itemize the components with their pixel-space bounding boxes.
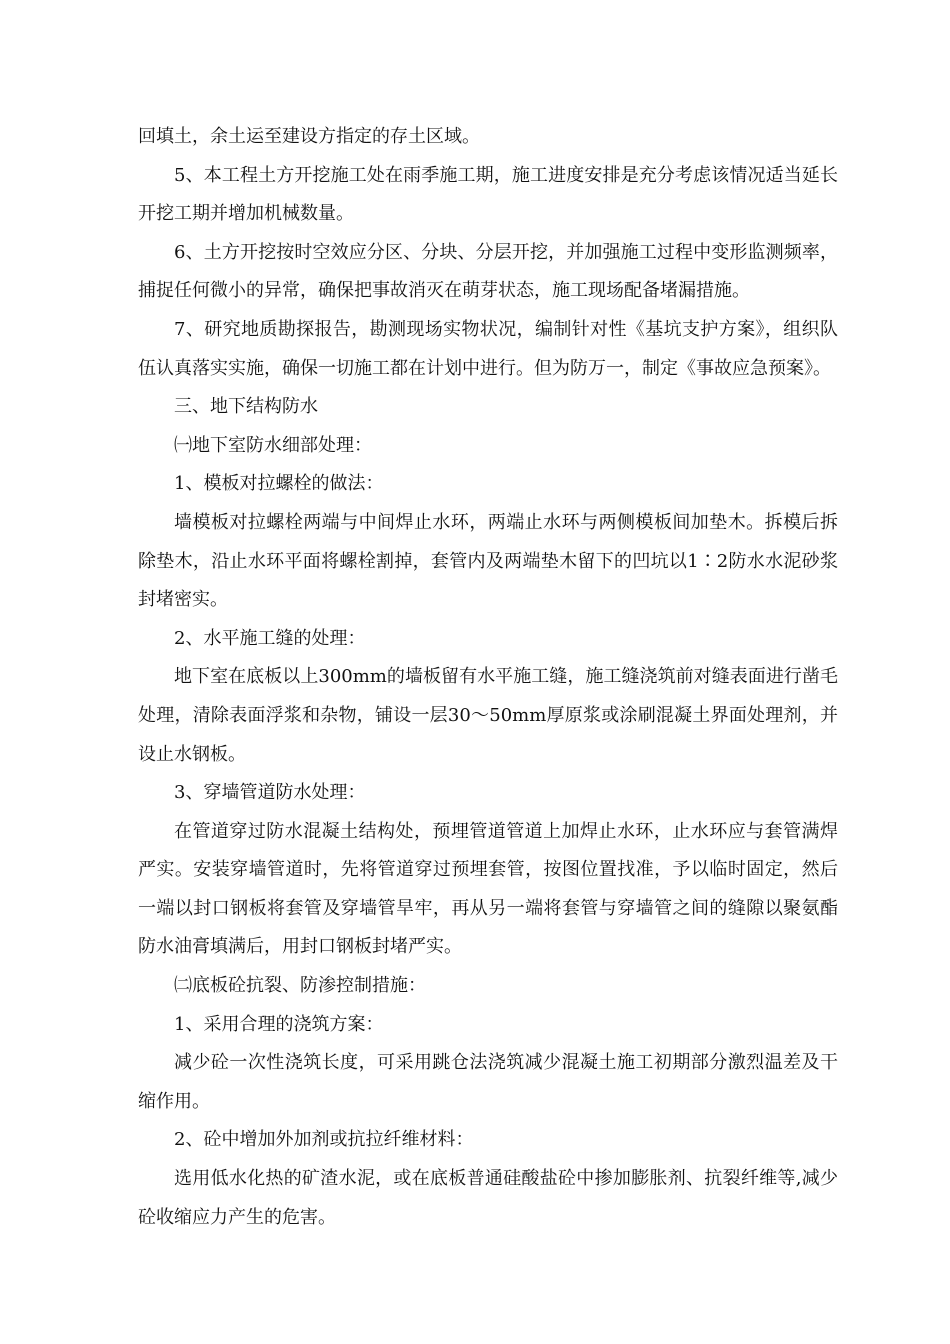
item-heading-pouring-plan: 1、采用合理的浇筑方案： (174, 1013, 384, 1035)
document-body (138, 118, 838, 1237)
item-heading-pipe: 3、穿墙管道防水处理： (174, 782, 366, 804)
paragraph-item-7: 7、研究地质勘探报告，勘测现场实物状况，编制针对性《基坑支护方案》，组织队伍认真落实实施，确保一切施工都在计划中进行。但为防万一，制定《事故应急预案》。 (138, 318, 838, 379)
paragraph-horizontal-joint: 地下室在底板以上300mm的墙板留有水平施工缝，施工缝浇筑前对缝表面进行凿毛处理，清除表面浮浆和杂物，铺设一层30～50mm厚原浆或涂刷混凝土界面处理剂，并设止水钢板。 (138, 666, 838, 765)
paragraph-admixture: 选用低水化热的矿渣水泥，或在底板普通硅酸盐砼中掺加膨胀剂、抗裂纤维等,减少砼收缩应力产生的危害。 (138, 1168, 838, 1228)
paragraph-pouring-plan: 减少砼一次性浇筑长度，可采用跳仓法浇筑减少混凝土施工初期部分激烈温差及干缩作用。 (138, 1052, 838, 1112)
paragraph-backfill: 回填土，余土运至建设方指定的存土区域。 (138, 126, 480, 147)
item-heading-horizontal-joint: 2、水平施工缝的处理： (174, 627, 366, 649)
subsection-heading-2: ㈡底板砼抗裂、防渗控制措施： (174, 975, 426, 997)
section-heading-3: 三、地下结构防水 (174, 396, 318, 418)
subsection-heading-1: ㈠地下室防水细部处理： (174, 434, 372, 456)
paragraph-pipe: 在管道穿过防水混凝土结构处，预埋管道管道上加焊止水环，止水环应与套管满焊严实。安装穿墙管道时，先将管道穿过预埋套管，按图位置找准，予以临时固定，然后一端以封口钢板将套管及穿墙管旱牢，再从另一端将套管与穿墙管之间的缝隙以聚氨酯防水油膏填满后，用封口钢板封堵严实。 (138, 820, 838, 958)
paragraph-item-5: 5、本工程土方开挖施工处在雨季施工期，施工进度安排是充分考虑该情况适当延长开挖工期并增加机械数量。 (138, 164, 838, 225)
item-heading-tie-bolt: 1、模板对拉螺栓的做法： (174, 473, 384, 495)
item-heading-admixture: 2、砼中增加外加剂或抗拉纤维材料： (174, 1129, 474, 1151)
paragraph-tie-bolt: 墙模板对拉螺栓两端与中间焊止水环，两端止水环与两侧模板间加垫木。拆模后拆除垫木，沿止水环平面将螺栓割掉，套管内及两端垫木留下的凹坑以1∶2防水水泥砂浆封堵密实。 (138, 511, 838, 611)
paragraph-item-6: 6、土方开挖按时空效应分区、分块、分层开挖，并加强施工过程中变形监测频率，捕捉任何微小的异常，确保把事故消灭在萌芽状态，施工现场配备堵漏措施。 (138, 241, 838, 302)
